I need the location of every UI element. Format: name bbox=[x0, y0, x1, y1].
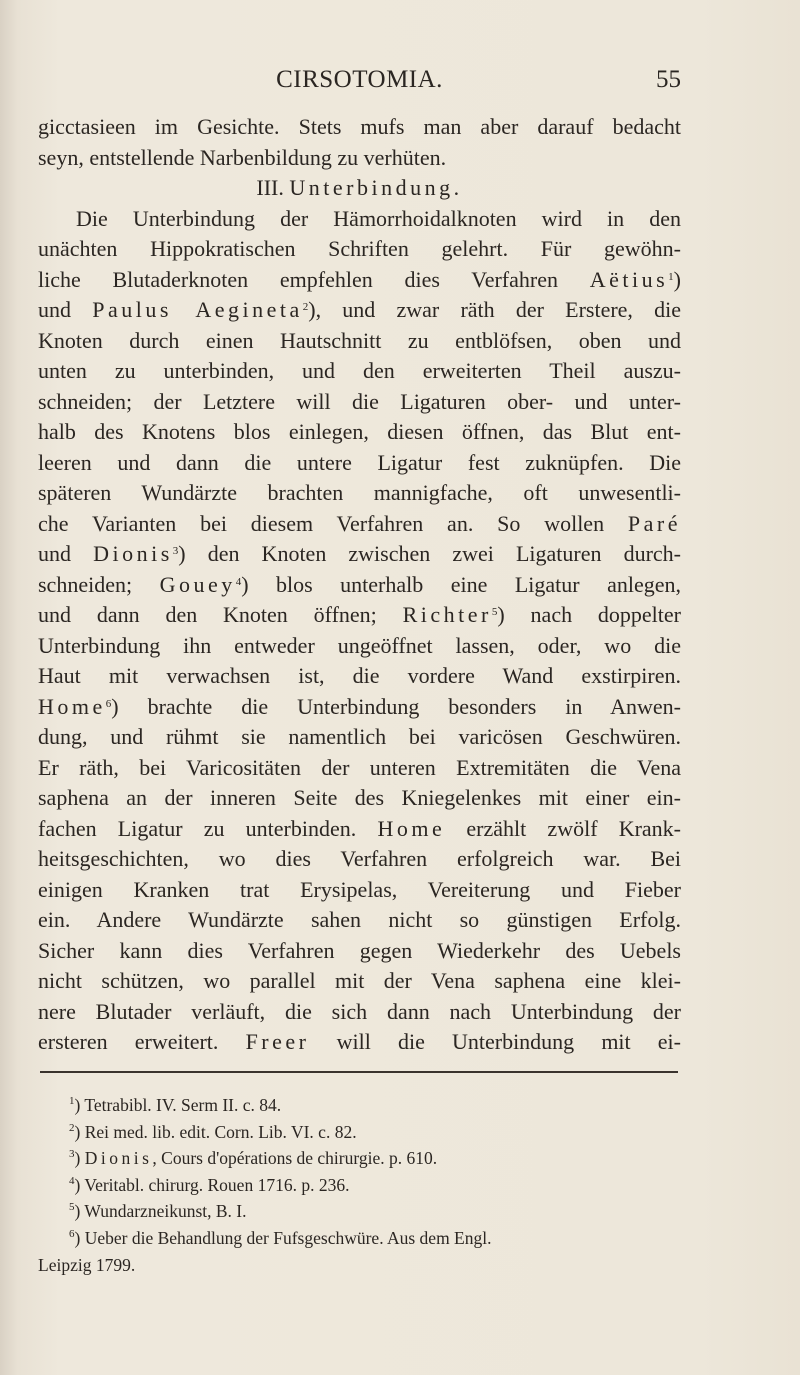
footnote-ref: 2 bbox=[69, 1121, 75, 1134]
text-run: dung, und rühmt sie namentlich bei varicösen Geschwüren. bbox=[38, 724, 681, 749]
text-line bbox=[38, 722, 681, 753]
spaced-name: Paulus Aegineta bbox=[92, 297, 303, 322]
text-run: unächten Hippokratischen Schriften gelehrt. Für gewöhn- bbox=[38, 236, 681, 261]
text-run: und bbox=[38, 541, 94, 566]
text-line bbox=[38, 1027, 681, 1058]
text-run: ) Wundarzneikunst, B. I. bbox=[74, 1201, 247, 1222]
text-line bbox=[38, 844, 681, 875]
text-run: Unterbindung ihn entweder ungeöffnet lassen, oder, wo die bbox=[38, 632, 681, 658]
footnote-ref: 1 bbox=[668, 270, 674, 283]
text-run: ) blos unterhalb eine Ligatur anlegen, bbox=[241, 571, 681, 597]
footnote bbox=[38, 1145, 681, 1172]
footnote-ref: 4 bbox=[69, 1174, 75, 1187]
spaced-name: Gouey bbox=[159, 571, 236, 597]
text-run: will die Unterbindung mit ei- bbox=[309, 1029, 681, 1054]
footnote bbox=[38, 1198, 681, 1225]
text-line bbox=[38, 204, 681, 235]
text-run: einigen Kranken trat Erysipelas, Vereiterung und Fieber bbox=[38, 876, 681, 902]
text-run: ) bbox=[673, 266, 681, 292]
spaced-name: Freer bbox=[245, 1029, 310, 1054]
spaced-name: Aëtius bbox=[589, 266, 669, 292]
text-line bbox=[38, 661, 681, 692]
text-run: Er räth, bei Varicositäten der unteren Extremitäten die Vena bbox=[38, 754, 681, 780]
text-line bbox=[38, 570, 681, 601]
footnotes bbox=[38, 1092, 681, 1278]
text-run: ein. Andere Wundärzte sahen nicht so günstigen Erfolg. bbox=[38, 907, 681, 932]
text-run: ) bbox=[74, 1148, 85, 1169]
text-run: Die Unterbindung der Hämorrhoidalknoten wird in den bbox=[76, 205, 681, 231]
running-title: CIRSOTOMIA. bbox=[276, 66, 443, 93]
text-run: ) nach doppelter bbox=[497, 602, 682, 627]
footnote-ref: 2 bbox=[302, 301, 309, 313]
text-run: ) brachte die Unterbindung besonders in Anwen- bbox=[111, 693, 681, 719]
spaced-name: Home bbox=[377, 815, 446, 841]
text-run: III. bbox=[256, 175, 290, 200]
spaced-name: Unterbindung. bbox=[289, 175, 463, 200]
text-run: ) Ueber die Behandlung der Fufsgeschwüre. Aus dem Engl. bbox=[74, 1227, 492, 1248]
text-line bbox=[38, 753, 681, 784]
text-run: nicht schützen, wo parallel mit der Vena saphena eine klei- bbox=[38, 968, 681, 993]
text-run: saphena an der inneren Seite des Kniegelenkes mit einer ein- bbox=[38, 785, 681, 810]
footnote-ref: 5 bbox=[69, 1201, 75, 1214]
text-line bbox=[38, 966, 681, 997]
text-run: che Varianten bei diesem Verfahren an. So wollen bbox=[38, 510, 628, 536]
text-line bbox=[38, 539, 681, 570]
footnote bbox=[38, 1252, 681, 1279]
footnote bbox=[38, 1119, 681, 1146]
text-run: ) Rei med. lib. edit. Corn. Lib. VI. c. 82. bbox=[74, 1121, 357, 1142]
text-line bbox=[38, 295, 681, 326]
text-run: gicctasieen im Gesichte. Stets mufs man aber darauf bedacht bbox=[38, 114, 681, 139]
text-run: Haut mit verwachsen ist, die vordere Wand exstirpiren. bbox=[38, 663, 681, 688]
text-run: seyn, entstellende Narbenbildung zu verhüten. bbox=[38, 144, 447, 170]
text-run: ), und zwar räth der Erstere, die bbox=[308, 297, 681, 322]
spaced-name: Richter bbox=[402, 602, 492, 627]
text-line bbox=[38, 265, 681, 296]
text-run: nere Blutader verläuft, die sich dann nach Unterbindung der bbox=[38, 998, 681, 1024]
text-line bbox=[38, 997, 681, 1028]
text-run: Leipzig 1799. bbox=[38, 1254, 136, 1275]
text-run: und bbox=[38, 297, 93, 322]
text-run: ) Veritabl. chirurg. Rouen 1716. p. 236. bbox=[74, 1174, 350, 1195]
text-line bbox=[38, 326, 681, 357]
footnote bbox=[38, 1092, 681, 1119]
page-number: 55 bbox=[656, 66, 681, 93]
spaced-name: Home bbox=[38, 693, 106, 719]
footnote-ref: 1 bbox=[69, 1095, 75, 1107]
text-run: liche Blutaderknoten empfehlen dies Verfahren bbox=[38, 266, 590, 292]
text-line bbox=[38, 478, 681, 509]
text-run: ersteren erweitert. bbox=[38, 1029, 246, 1054]
footnote-ref: 3 bbox=[69, 1148, 75, 1161]
text-line bbox=[38, 814, 681, 845]
text-line bbox=[38, 234, 681, 265]
page-header bbox=[38, 66, 681, 100]
text-run: schneiden; bbox=[38, 571, 160, 597]
text-run: Knoten durch einen Hautschnitt zu entblöfsen, oben und bbox=[38, 327, 681, 353]
footnote-divider bbox=[40, 1071, 678, 1073]
text-run: leeren und dann die untere Ligatur fest zuknüpfen. Die bbox=[38, 449, 681, 475]
footnote bbox=[38, 1225, 681, 1252]
text-run: späteren Wundärzte brachten mannigfache, oft unwesentli- bbox=[38, 480, 681, 505]
footnote-ref: 4 bbox=[235, 575, 242, 588]
text-line bbox=[38, 509, 681, 540]
spaced-name: Dionis bbox=[93, 541, 173, 566]
text-run: und dann den Knoten öffnen; bbox=[38, 602, 403, 627]
footnote-ref: 6 bbox=[69, 1227, 75, 1240]
text-run: unten zu unterbinden, und den erweiterten Theil auszu- bbox=[38, 358, 681, 383]
footnote-ref: 3 bbox=[172, 545, 179, 557]
spaced-name: Dionis bbox=[84, 1148, 153, 1169]
text-line bbox=[38, 143, 681, 174]
text-line bbox=[38, 600, 681, 631]
spaced-name: Paré bbox=[627, 510, 681, 536]
footnote bbox=[38, 1172, 681, 1199]
footnote-ref: 6 bbox=[105, 697, 112, 710]
text-line bbox=[38, 936, 681, 967]
text-line bbox=[38, 173, 681, 204]
text-line bbox=[38, 631, 681, 662]
text-run: Sicher kann dies Verfahren gegen Wiederkehr des Uebels bbox=[38, 937, 681, 963]
text-run: erzählt zwölf Krank- bbox=[445, 815, 682, 841]
text-run: ) Tetrabibl. IV. Serm II. c. 84. bbox=[74, 1095, 282, 1115]
text-line bbox=[38, 875, 681, 906]
text-run: schneiden; der Letztere will die Ligaturen ober- und unter- bbox=[38, 388, 681, 414]
text-line bbox=[38, 112, 681, 143]
text-run: heitsgeschichten, wo dies Verfahren erfolgreich war. Bei bbox=[38, 846, 681, 871]
text-line bbox=[38, 448, 681, 479]
text-run: ) den Knoten zwischen zwei Ligaturen durch- bbox=[178, 541, 681, 566]
text-line bbox=[38, 417, 681, 448]
text-line bbox=[38, 356, 681, 387]
text-line bbox=[38, 692, 681, 723]
text-run: halb des Knotens blos einlegen, diesen öffnen, das Blut ent- bbox=[38, 419, 681, 444]
footnote-ref: 5 bbox=[491, 606, 498, 618]
text-line bbox=[38, 387, 681, 418]
text-run: , Cours d'opérations de chirurgie. p. 610. bbox=[152, 1148, 438, 1169]
body-text bbox=[38, 112, 681, 1058]
text-line bbox=[38, 783, 681, 814]
text-run: fachen Ligatur zu unterbinden. bbox=[38, 815, 378, 841]
text-line bbox=[38, 905, 681, 936]
